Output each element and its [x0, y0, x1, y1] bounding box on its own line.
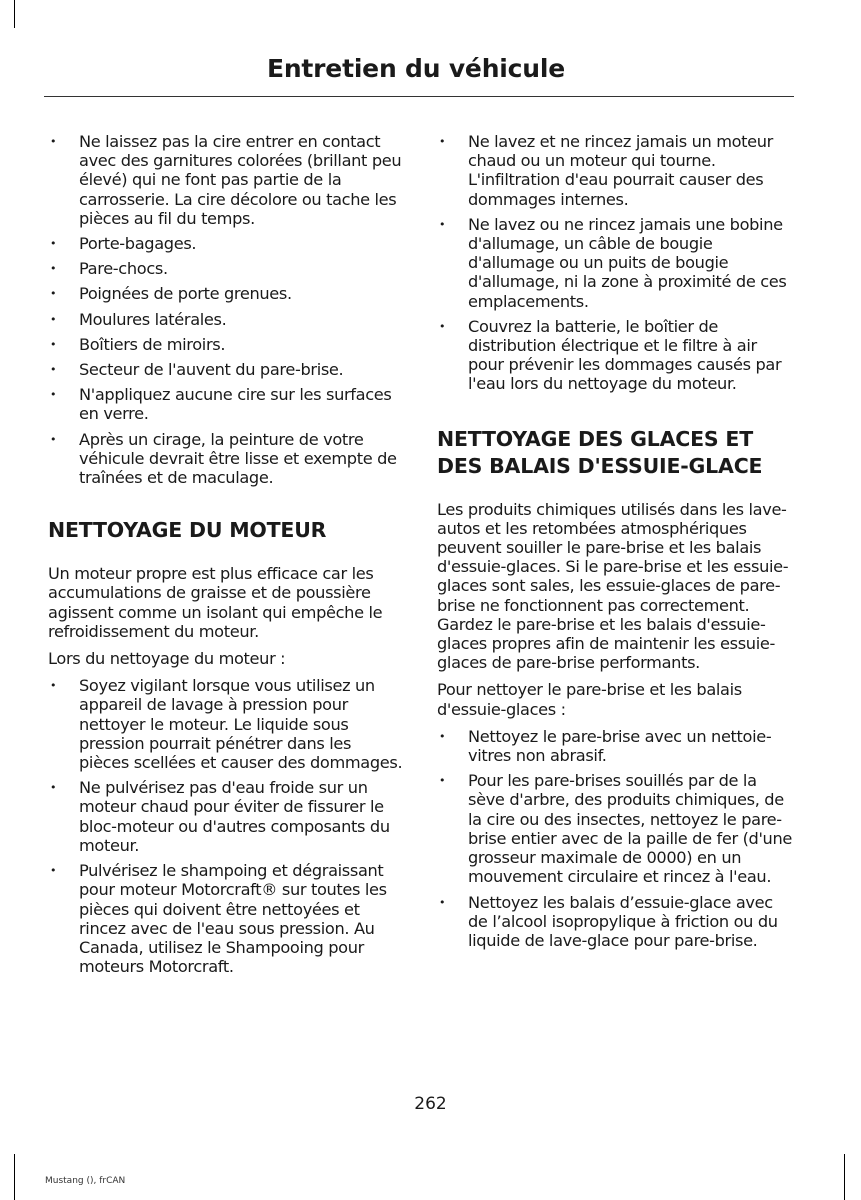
section-heading-engine: NETTOYAGE DU MOTEUR	[48, 518, 327, 543]
list-item: • Ne pulvérisez pas d'eau froide sur un moteur chaud pour éviter de fissurer le bloc-moteur ou d'autres composants du moteur.	[48, 778, 404, 855]
list-item: • Secteur de l'auvent du pare-brise.	[48, 360, 404, 379]
header-rule	[44, 96, 794, 97]
list-item: • Pare-chocs.	[48, 259, 404, 278]
crop-mark-top-left	[14, 0, 15, 28]
wax-bullet-list	[48, 132, 404, 228]
wax-bullet-list-after	[48, 385, 404, 487]
page-number: 262	[414, 1094, 447, 1114]
footer-text: Mustang (), frCAN	[45, 1176, 126, 1186]
list-item: • Porte-bagages.	[48, 234, 404, 253]
list-item: • Ne lavez ou ne rincez jamais une bobine d'allumage, un câble de bougie d'allumage ou un puits de bougie d'allumage, ni la zone à proximité de ces emplacements.	[437, 215, 793, 311]
glass-lead-in-paragraph: Pour nettoyer le pare-brise et les balais d'essuie-glaces :	[437, 680, 742, 719]
left-column	[48, 132, 404, 982]
wax-sub-bullet-list	[48, 234, 404, 379]
list-item: • Soyez vigilant lorsque vous utilisez un appareil de lavage à pression pour nettoyer le moteur. Le liquide sous pression pourrait pénétrer dans les pièces scellées et causer des dommages.	[48, 676, 404, 772]
list-item: • Poignées de porte grenues.	[48, 284, 404, 303]
crop-mark-bottom-right	[844, 1154, 845, 1200]
list-item: • Après un cirage, la peinture de votre véhicule devrait être lisse et exempte de traînées et de maculage.	[48, 430, 404, 488]
engine-lead-in-paragraph: Lors du nettoyage du moteur :	[48, 649, 286, 669]
list-item: • Boîtiers de miroirs.	[48, 335, 404, 354]
glass-bullet-list	[437, 727, 793, 950]
engine-intro-paragraph: Un moteur propre est plus efficace car les accumulations de graisse et de poussière agissent comme un isolant qui empêche le refroidissement du moteur.	[48, 564, 383, 641]
list-item: • Pour les pare-brises souillés par de la sève d'arbre, des produits chimiques, de la cire ou des insectes, nettoyez le pare-brise entier avec de la paille de fer (d'une grosseur maximale de 0000) en un mouvement circulaire et rincez à l'eau.	[437, 771, 793, 886]
engine-bullet-list-continued	[437, 132, 793, 394]
list-item: • Couvrez la batterie, le boîtier de distribution électrique et le filtre à air pour prévenir les dommages causés par l'eau lors du nettoyage du moteur.	[437, 317, 793, 394]
list-item: • N'appliquez aucune cire sur les surfaces en verre.	[48, 385, 404, 423]
list-item: • Moulures latérales.	[48, 310, 404, 329]
section-heading-glass: NETTOYAGE DES GLACES ET DES BALAIS D'ESSUIE-GLACE	[437, 426, 763, 478]
right-column	[437, 132, 793, 956]
list-item: • Ne laissez pas la cire entrer en contact avec des garnitures colorées (brillant peu élevé) qui ne font pas partie de la carrosserie. La cire décolore ou tache les pièces au fil du temps.	[48, 132, 404, 228]
list-item: • Ne lavez et ne rincez jamais un moteur chaud ou un moteur qui tourne. L'infiltration d'eau pourrait causer des dommages internes.	[437, 132, 793, 209]
list-item: • Nettoyez les balais d’essuie-glace avec de l’alcool isopropylique à friction ou du liquide de lave-glace pour pare-brise.	[437, 893, 793, 951]
list-item: • Nettoyez le pare-brise avec un nettoie-vitres non abrasif.	[437, 727, 793, 765]
list-item: • Pulvérisez le shampoing et dégraissant pour moteur Motorcraft® sur toutes les pièces qui doivent être nettoyées et rincez avec de l'eau sous pression. Au Canada, utilisez le Shampooing pour moteurs Motorcraft.	[48, 861, 404, 976]
crop-mark-bottom-left	[14, 1154, 15, 1200]
engine-bullet-list	[48, 676, 404, 976]
page-title: Entretien du véhicule	[266, 54, 565, 83]
glass-intro-paragraph: Les produits chimiques utilisés dans les lave-autos et les retombées atmosphériques peuvent souiller le pare-brise et les balais d'essuie-glaces. Si le pare-brise et les essuie-glaces sont sales, les essuie-glaces de pare-brise ne fonctionnent pas correctement. Gardez le pare-brise et les balais d'essuie-glaces propres afin de maintenir les essuie-glaces de pare-brise performants.	[437, 499, 789, 673]
